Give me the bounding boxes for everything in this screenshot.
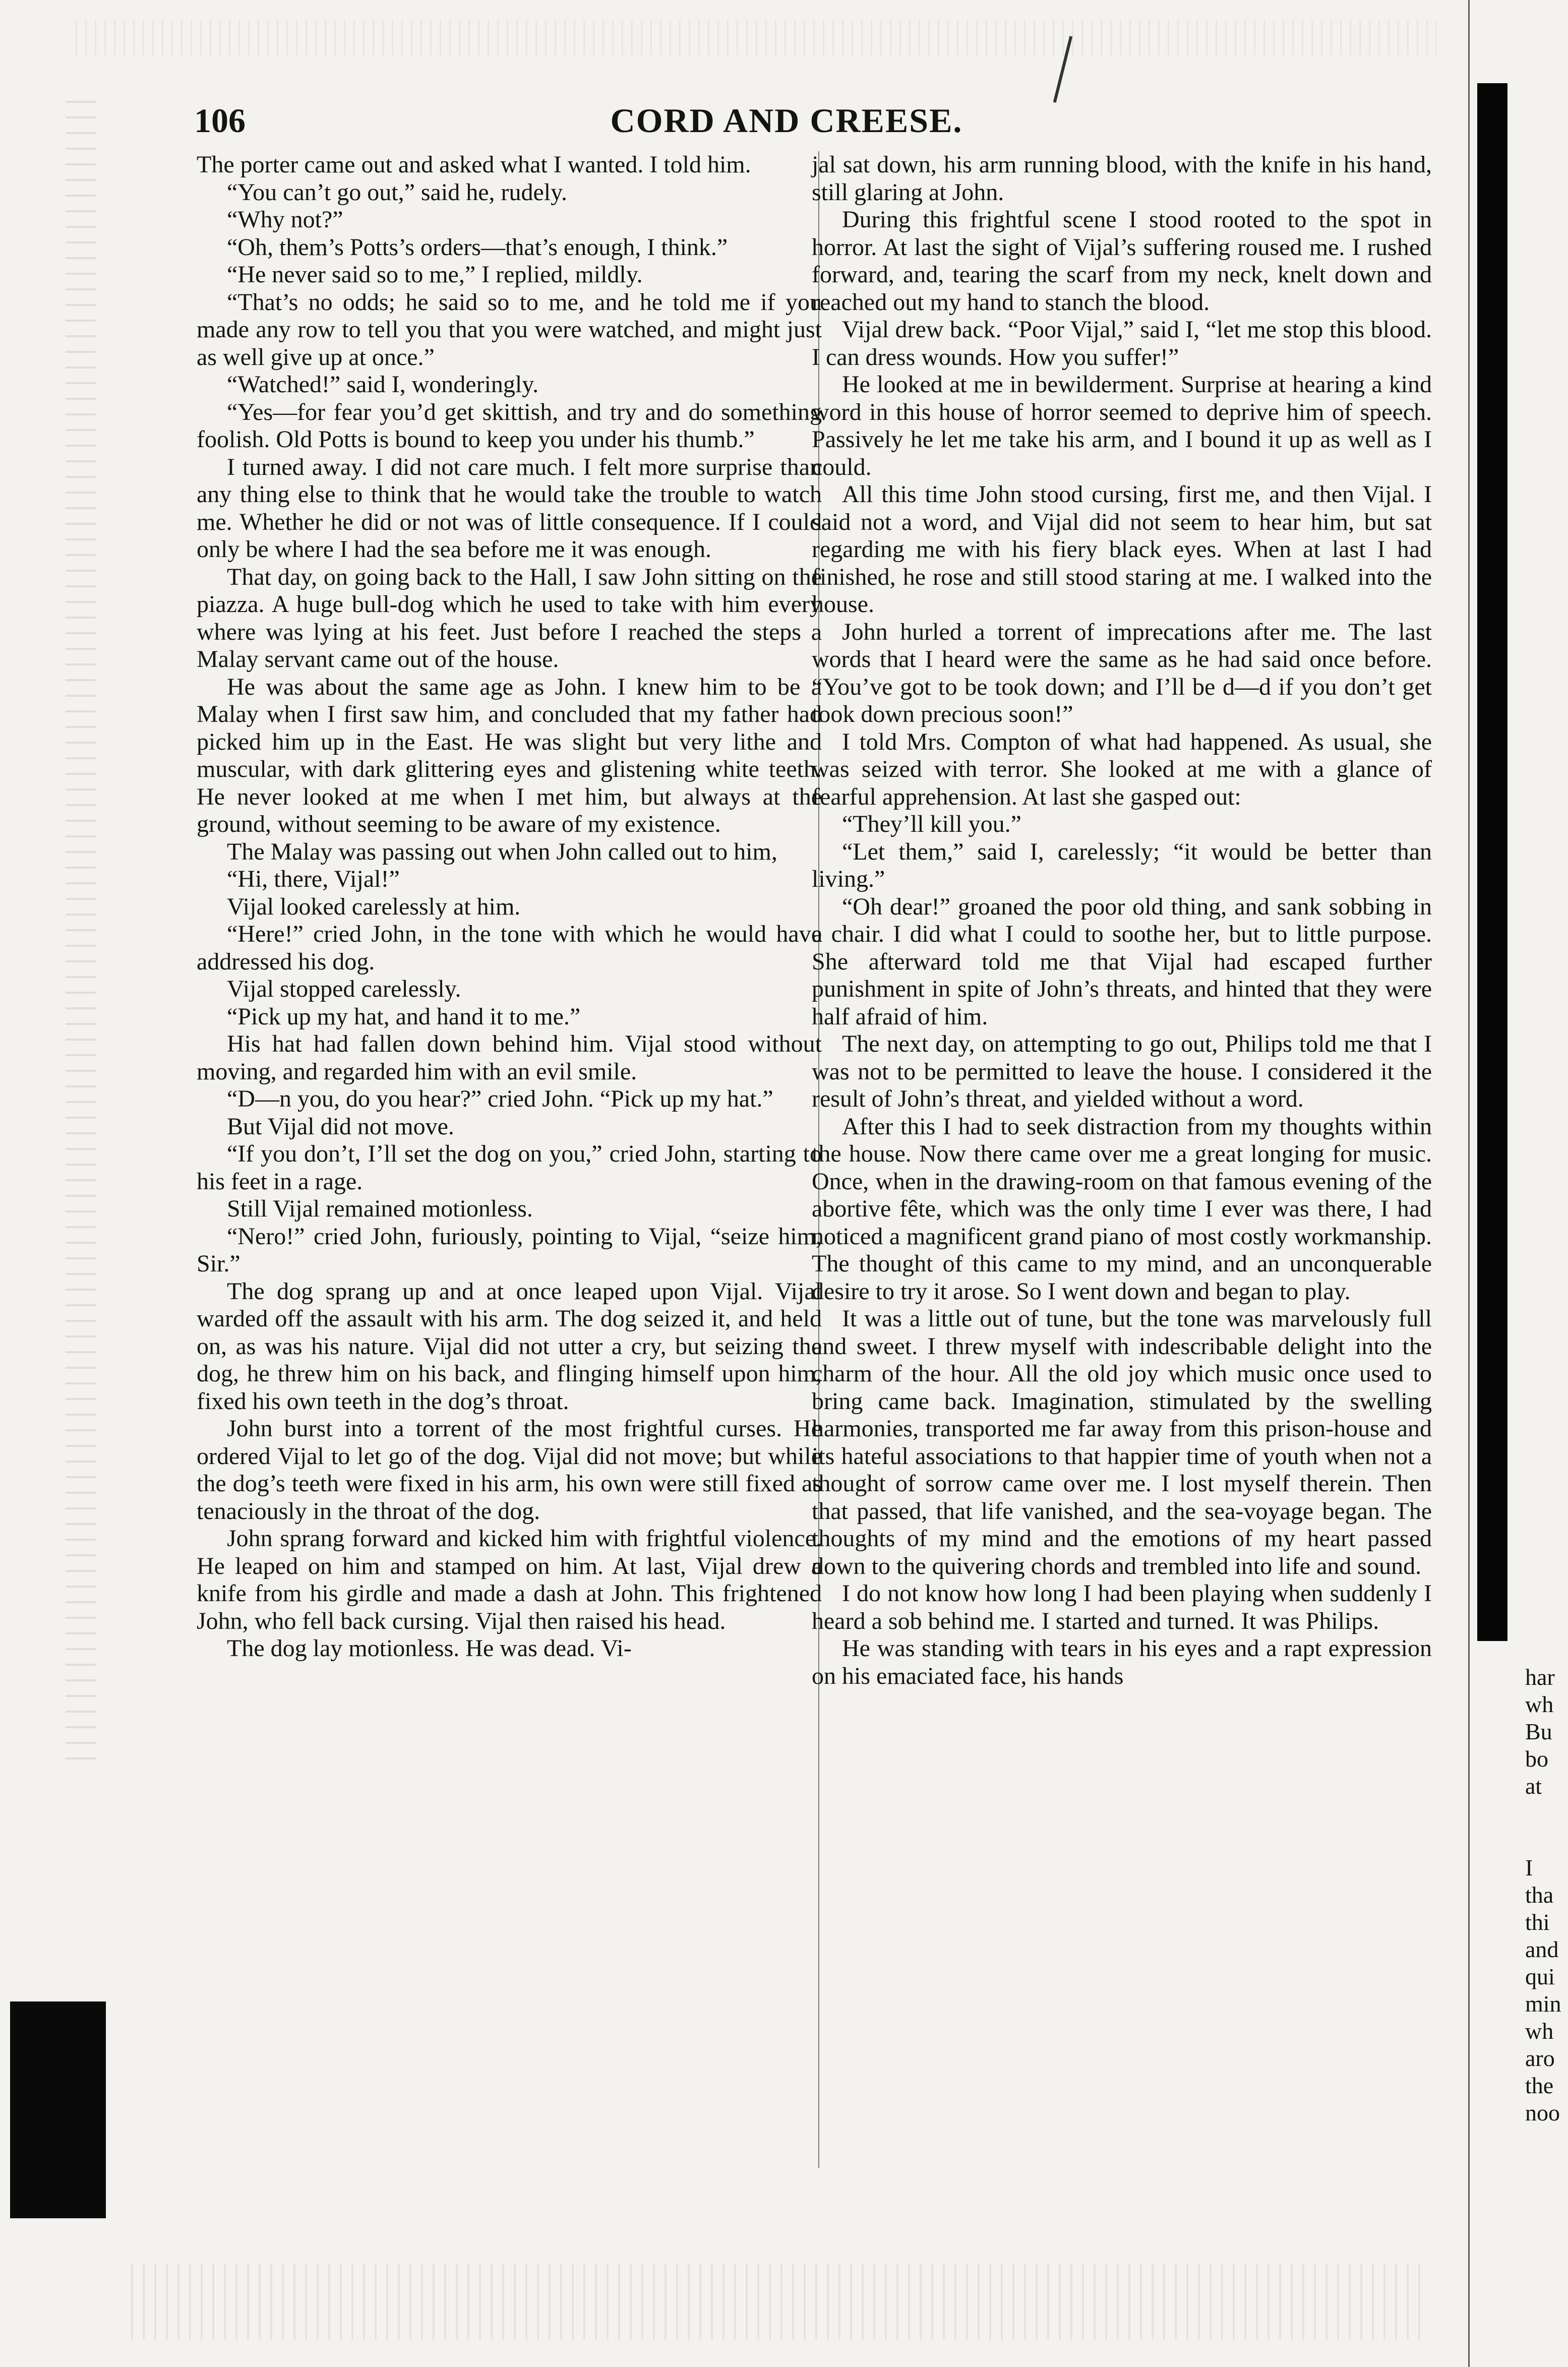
fragment-line [1525,1827,1568,1854]
paragraph: “They’ll kill you.” [842,811,1021,837]
paragraph: I told Mrs. Compton of what had happened. As usual, she was seized with terror. She looked at me with a glance of fearful apprehension. At last she gasped out: [812,728,1432,810]
paragraph: jal sat down, his arm running blood, with the knife in his hand, still glaring at John. [812,151,1432,206]
paragraph: “Here!” cried John, in the tone with which he would have addressed his dog. [197,921,822,975]
fragment-line: the [1525,2073,1554,2098]
paragraph: Vijal looked carelessly at him. [227,893,521,920]
paragraph: “You can’t go out,” said he, rudely. [227,178,567,206]
paragraph: The porter came out and asked what I wanted. I told him. [197,151,751,178]
paragraph: He was standing with tears in his eyes and a rapt expression on his emaciated face, his hands [812,1635,1432,1689]
paragraph: The next day, on attempting to go out, Philips told me that I was not to be permitted to leave the house. I considered it the result of John’s threat, and yielded without a word. [812,1030,1432,1112]
paragraph: He was about the same age as John. I knew him to be a Malay when I first saw him, and concluded that my father had picked him up in the East. He was slight but very lithe and muscular, with dark glittering eyes and glistening white teeth. He never looked at me when I met him, but always at the ground, without seeming to be aware of my existence. [197,673,822,837]
fragment-line: har [1525,1664,1555,1690]
right-column [812,151,1432,1690]
paragraph: “Watched!” said I, wonderingly. [227,371,539,398]
fragment-line: and [1525,1936,1559,1962]
paragraph: “Oh, them’s Potts’s orders—that’s enough, I think.” [227,233,728,261]
fragment-line: noo [1525,2100,1560,2126]
paragraph: The Malay was passing out when John called out to him, [227,838,777,865]
fragment-line: tha [1525,1882,1554,1908]
paragraph: The dog lay motionless. He was dead. Vi- [227,1635,632,1662]
paragraph: After this I had to seek distraction from my thoughts within the house. Now there came over me a great longing for music. Once, when in the drawing-room on that famous evening of the abortive fête, which was the only time I ever was there, I had noticed a magnificent grand piano of most costly workmanship. The thought of this came to my mind, and an unconquerable desire to try it arose. So I went down and began to play. [812,1113,1432,1305]
fragment-line: qui [1525,1964,1555,1989]
adjacent-page-black-bar [1477,83,1507,1641]
paragraph: But Vijal did not move. [227,1113,454,1140]
fragment-line: aro [1525,2045,1555,2071]
paragraph: During this frightful scene I stood rooted to the spot in horror. At last the sight of Vijal’s suffering roused me. I rushed forward, and, tearing the scarf from my neck, knelt down and reached out my hand to stanch the blood. [812,206,1432,316]
paragraph: “Why not?” [227,206,343,233]
fragment-line: min [1525,1991,1561,2017]
fragment-line [1525,1800,1568,1827]
paragraph: Still Vijal remained motionless. [227,1195,533,1222]
paragraph: All this time John stood cursing, first me, and then Vijal. I said not a word, and Vijal did not seem to hear him, but sat regarding me with his fiery black eyes. When at last I had finished, he rose and still stood staring at me. I walked into the house. [812,481,1432,618]
paragraph: John hurled a torrent of imprecations after me. The last words that I heard were the same as he had said once before. “You’ve got to be took down; and I’ll be d—d if you don’t get took down precious soon!” [812,618,1432,727]
paragraph: His hat had fallen down behind him. Vijal stood without moving, and regarded him with an evil smile. [197,1030,822,1085]
scan-noise-left [66,101,96,1765]
page-header [194,101,1379,146]
paragraph: “If you don’t, I’ll set the dog on you,” cried John, starting to his feet in a rage. [197,1140,822,1195]
paragraph: The dog sprang up and at once leaped upon Vijal. Vijal warded off the assault with his arm. The dog seized it, and held on, as was his nature. Vijal did not utter a cry, but seizing the dog, he threw him on his back, and flinging himself upon him, fixed his own teeth in the dog’s throat. [197,1278,822,1415]
fragment-line: wh [1525,1691,1554,1717]
paragraph: That day, on going back to the Hall, I saw John sitting on the piazza. A huge bull-dog which he used to take with him every where was lying at his feet. Just before I reached the steps a Malay servant came out of the house. [197,563,822,673]
paragraph: It was a little out of tune, but the tone was marvelously full and sweet. I threw myself with indescribable delight into the charm of the hour. All the old joy which music once used to bring came back. Imagination, stimulated by the swelling harmonies, transported me far away from this prison-house and its hateful associations to that happier time of youth when not a thought of sorrow came over me. I lost myself therein. Then that passed, that life vanished, and the sea-voyage began. The thoughts of my mind and the emotions of my heart passed down to the quivering chords and trembled into life and sound. [812,1305,1432,1580]
paragraph: “Let them,” said I, carelessly; “it would be better than living.” [812,838,1432,892]
paragraph: John burst into a torrent of the most frightful curses. He ordered Vijal to let go of the dog. Vijal did not move; but while the dog’s teeth were fixed in his arm, his own were still fixed as tenaciously in the throat of the dog. [197,1415,822,1525]
paragraph: Vijal stopped carelessly. [227,976,461,1002]
paragraph: “He never said so to me,” I replied, mildly. [227,261,643,288]
paragraph: John sprang forward and kicked him with frightful violence. He leaped on him and stamped on him. At last, Vijal drew a knife from his girdle and made a dash at John. This frightened John, who fell back cursing. Vijal then raised his head. [197,1525,822,1634]
fragment-line: I [1525,1855,1533,1880]
paragraph: “Oh dear!” groaned the poor old thing, and sank sobbing in a chair. I did what I could to soothe her, but to little purpose. She afterward told me that Vijal had escaped further punishment in spite of John’s threats, and hinted that they were half afraid of him. [812,893,1432,1030]
scan-noise-top [76,20,1437,55]
fragment-line: wh [1525,2018,1554,2044]
page-number: 106 [194,101,246,140]
paragraph: “That’s no odds; he said so to me, and he told me if you made any row to tell you that you were watched, and might just as well give up at once.” [197,288,822,371]
paragraph: “Pick up my hat, and hand it to me.” [227,1003,581,1030]
paragraph: I do not know how long I had been playing when suddenly I heard a sob behind me. I started and turned. It was Philips. [812,1580,1432,1634]
paragraph: He looked at me in bewilderment. Surprise at hearing a kind word in this house of horror seemed to deprive him of speech. Passively he let me take his arm, and I bound it up as well as I could. [812,371,1432,480]
paragraph: “Hi, there, Vijal!” [227,866,400,892]
adjacent-page-text-fragment [1525,1664,1568,2127]
fragment-line: bo [1525,1746,1548,1772]
running-title: CORD AND CREESE. [610,101,963,140]
left-column [197,151,822,1663]
scan-noise-bottom [131,2264,1422,2339]
paragraph: Vijal drew back. “Poor Vijal,” said I, “let me stop this blood. I can dress wounds. How you suffer!” [812,316,1432,371]
paragraph: I turned away. I did not care much. I felt more surprise than any thing else to think that he would take the trouble to watch me. Whether he did or not was of little consequence. If I could only be where I had the sea before me it was enough. [197,453,822,563]
paragraph: “Nero!” cried John, furiously, pointing to Vijal, “seize him, Sir.” [197,1223,822,1277]
page-edge-line [1468,0,1470,2367]
fragment-line: Bu [1525,1719,1552,1744]
scan-black-block [10,2001,106,2218]
fragment-line: at [1525,1773,1542,1799]
paragraph: “Yes—for fear you’d get skittish, and try and do something foolish. Old Potts is bound to keep you under his thumb.” [197,398,822,453]
fragment-line: thi [1525,1909,1550,1935]
paragraph: “D—n you, do you hear?” cried John. “Pick up my hat.” [227,1085,773,1112]
